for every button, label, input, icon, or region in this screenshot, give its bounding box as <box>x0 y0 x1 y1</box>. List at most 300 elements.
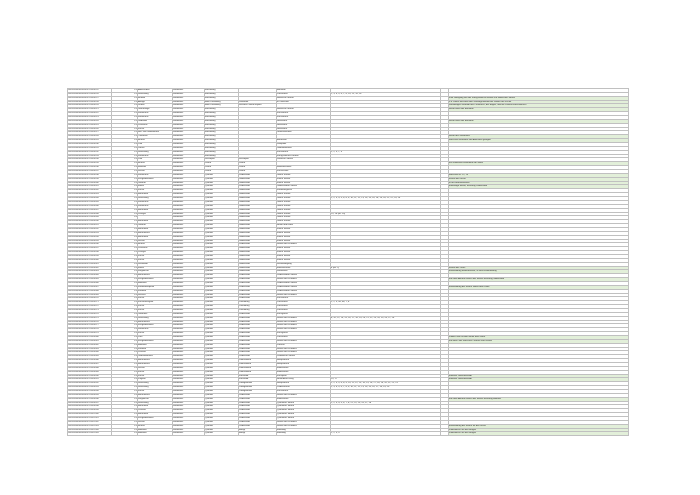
table-cell[interactable]: Querfurt <box>205 420 239 424</box>
table-cell[interactable]: Treibhaus <box>138 135 173 139</box>
table-cell[interactable]: Hauptstraße <box>277 359 331 363</box>
table-cell[interactable]: Saalekreis <box>173 363 205 367</box>
table-cell[interactable]: Leinbacher Straße <box>277 355 331 359</box>
table-cell[interactable]: 1.0 <box>112 143 138 147</box>
table-cell[interactable]: Straße des Friedens <box>277 278 331 282</box>
table-cell[interactable]: Querfurt <box>205 254 239 258</box>
table-cell[interactable]: 1.0 <box>112 100 138 104</box>
table-cell[interactable]: DNU0000000000000 DNU0964 <box>68 274 112 278</box>
table-cell[interactable]: DNU0000000000000 DNU0997 <box>68 401 112 405</box>
table-cell[interactable]: Anlage <box>138 100 173 104</box>
table-cell[interactable]: Saalekreis <box>173 336 205 340</box>
table-cell[interactable]: Bauernhof <box>138 193 173 197</box>
table-cell[interactable]: Saalekreis <box>173 135 205 139</box>
table-cell[interactable]: DNU0000000000000 DNU0992 <box>68 382 112 386</box>
table-cell[interactable]: DNU0000000000000 DNU0965 <box>68 278 112 282</box>
table-cell[interactable]: Saalekreis <box>173 386 205 390</box>
table-cell[interactable]: Saalekreis <box>173 393 205 397</box>
table-cell[interactable]: Bauernhaus <box>138 393 173 397</box>
table-cell[interactable]: 1.0 <box>112 312 138 316</box>
table-cell[interactable]: 1.0 <box>112 166 138 170</box>
table-cell[interactable]: DNU0000000000000 DNU1004 <box>68 428 112 432</box>
table-cell[interactable]: Leiderstedt <box>239 336 277 340</box>
table-cell[interactable]: Querfurt <box>205 343 239 347</box>
table-cell[interactable]: Saalekreis <box>173 420 205 424</box>
table-cell[interactable]: Saalekreis <box>173 127 205 131</box>
table-cell[interactable]: Gatterstedt <box>239 177 277 181</box>
table-cell[interactable]: Schule <box>138 239 173 243</box>
table-cell[interactable]: 1.0 <box>112 150 138 154</box>
table-cell[interactable]: 1.0 <box>112 324 138 328</box>
table-cell[interactable]: DNU0000000000000 DNU0991 <box>68 378 112 382</box>
table-cell[interactable]: Saalekreis <box>173 366 205 370</box>
table-cell[interactable]: Saalekreis <box>173 405 205 409</box>
table-cell[interactable]: Saalekreis <box>173 220 205 224</box>
table-cell[interactable]: Bauernhof <box>138 405 173 409</box>
table-cell[interactable]: Bildstock <box>138 343 173 347</box>
table-cell[interactable]: Große Straße <box>277 208 331 212</box>
table-cell[interactable]: Parkstraße <box>277 308 331 312</box>
table-cell[interactable]: Merseburg <box>205 143 239 147</box>
table-cell[interactable]: 1.0 <box>112 108 138 112</box>
table-cell[interactable]: DNU0000000000000 DNU0999 <box>68 409 112 413</box>
table-cell[interactable]: Hinter dem Hofe <box>277 224 331 228</box>
table-cell[interactable]: Querfurt <box>205 247 239 251</box>
table-cell[interactable]: DNU0000000000000 DNU0988 <box>68 366 112 370</box>
table-cell[interactable]: Querfurter Straße <box>277 405 331 409</box>
table-cell[interactable]: Leiderstedt <box>239 424 277 428</box>
table-cell[interactable]: Reste eines der Bauzone <box>449 119 629 123</box>
table-cell[interactable]: DNU0000000000000 DNU0936 <box>68 166 112 170</box>
table-cell[interactable]: Lodersleben <box>239 366 277 370</box>
table-cell[interactable]: Saalekreis <box>173 131 205 135</box>
table-cell[interactable]: 15, 16 (alt. 20) <box>331 212 441 216</box>
table-cell[interactable]: Saalekreis <box>173 112 205 116</box>
table-cell[interactable]: Saalekreis <box>173 119 205 123</box>
table-cell[interactable]: Saalekreis <box>173 158 205 162</box>
table-cell[interactable]: Kirchstraße <box>277 116 331 120</box>
table-cell[interactable]: Hauptstraße <box>277 382 331 386</box>
table-cell[interactable]: 1.0 <box>112 239 138 243</box>
table-cell[interactable]: Bad Dürrenberg <box>205 104 239 108</box>
table-cell[interactable]: Leiderstedter Straße <box>277 289 331 293</box>
table-cell[interactable]: Lodersleben <box>239 363 277 367</box>
table-cell[interactable]: Querfurt <box>205 359 239 363</box>
table-cell[interactable]: Farnstädt <box>239 378 277 382</box>
table-cell[interactable]: Saalekreis <box>173 432 205 436</box>
table-cell[interactable]: ehemalige Mühle, Richtung Leiderstedt <box>449 185 629 189</box>
table-cell[interactable]: Bauernhaus <box>138 274 173 278</box>
table-cell[interactable]: Saalekreis <box>173 351 205 355</box>
table-cell[interactable]: Kleine Straße <box>277 177 331 181</box>
table-cell[interactable]: Bauernhof <box>138 235 173 239</box>
table-cell[interactable]: Pfarrhof <box>138 409 173 413</box>
table-cell[interactable]: Gatterstedt <box>239 200 277 204</box>
table-cell[interactable]: 1, 2, 3, 5, 6, 8, 9, 10, 11, 12, 13, 14, 15, 16, 17, 18, 19, 20, 21, 22, 23 <box>331 382 441 386</box>
table-cell[interactable]: Gatterstedt <box>239 227 277 231</box>
table-cell[interactable]: Kirche <box>138 305 173 309</box>
table-cell[interactable] <box>441 432 449 436</box>
table-cell[interactable]: u.a. Reihe zwischen den Gärtengrundstücken südlich der Kirche <box>449 100 629 104</box>
table-cell[interactable]: Kirchenzeughof <box>138 301 173 305</box>
table-cell[interactable]: Saalekreis <box>173 100 205 104</box>
table-cell[interactable]: zum Übergang von der König-Heinrich-Straße zur Hallischen Straße <box>449 96 629 100</box>
table-cell[interactable]: zwischen Neumarkt und Altenstein gelegen <box>449 139 629 143</box>
table-cell[interactable]: Bauernhaus <box>138 359 173 363</box>
table-cell[interactable]: Vitzenburg <box>239 301 277 305</box>
table-cell[interactable]: Pfarrhof <box>138 351 173 355</box>
table-cell[interactable]: Leiderstedt <box>239 281 277 285</box>
table-cell[interactable]: Brücke <box>138 424 173 428</box>
table-cell[interactable]: Wohnhaus <box>138 116 173 120</box>
table-cell[interactable]: Saalekreis <box>173 359 205 363</box>
table-cell[interactable]: 1.0 <box>112 193 138 197</box>
table-cell[interactable]: südlich vom Schloß Hinter dem Dorfe <box>449 336 629 340</box>
table-cell[interactable]: Bildstock <box>138 281 173 285</box>
table-cell[interactable]: Leiderstedt <box>239 393 277 397</box>
table-cell[interactable]: Leiderstedt <box>239 420 277 424</box>
table-cell[interactable]: Straße des Friedens <box>277 328 331 332</box>
table-cell[interactable]: Unterhofstraße <box>277 131 331 135</box>
table-cell[interactable]: 1.0 <box>112 243 138 247</box>
table-cell[interactable]: Schkopau <box>239 158 277 162</box>
table-cell[interactable]: Gatterstedt <box>239 193 277 197</box>
table-cell[interactable]: Ebenstein <box>277 139 331 143</box>
table-cell[interactable]: Querfurt <box>205 386 239 390</box>
table-cell[interactable]: Albersleben <box>138 89 173 93</box>
table-cell[interactable]: Querfurter Straße <box>277 401 331 405</box>
table-cell[interactable]: Kirchschule <box>277 170 331 174</box>
table-cell[interactable]: DNU0000000000000 DNU0931 <box>68 146 112 150</box>
table-cell[interactable]: DNU0000000000000 DNU0953 <box>68 231 112 235</box>
table-cell[interactable]: Kirchplatz <box>277 374 331 378</box>
table-cell[interactable]: 1.0 <box>112 347 138 351</box>
table-cell[interactable]: Kleine Straße <box>277 258 331 262</box>
table-cell[interactable]: 1.0 <box>112 316 138 320</box>
table-cell[interactable]: Querfurt <box>205 378 239 382</box>
table-cell[interactable]: 1.0 <box>112 432 138 436</box>
table-cell[interactable]: DNU0000000000000 DNU0973 <box>68 308 112 312</box>
table-cell[interactable]: 1, 3, 4, 5, 6, 7, 8, 9, 10, 11, 12, 13, 14, 15, 16, 17, 18, 19, 20 <box>331 386 441 390</box>
table-cell[interactable]: DNU0000000000000 DNU0994 <box>68 390 112 394</box>
table-cell[interactable]: Leuna <box>239 162 277 166</box>
table-cell[interactable]: Querfurt <box>205 390 239 394</box>
table-cell[interactable]: Merseburg <box>205 119 239 123</box>
table-cell[interactable]: Gatterstedt <box>239 181 277 185</box>
table-cell[interactable]: Querfurt <box>205 305 239 309</box>
table-cell[interactable]: Merseburg <box>205 123 239 127</box>
table-cell[interactable]: ein verdeckter Einlaufauf am Saale <box>449 162 629 166</box>
table-cell[interactable]: Hinterdorfer Weg <box>277 378 331 382</box>
table-cell[interactable]: Lodersleben <box>239 359 277 363</box>
table-cell[interactable]: 1.0 <box>112 185 138 189</box>
table-cell[interactable]: Friedhofskapelle <box>138 285 173 289</box>
table-cell[interactable]: DNU0000000000000 DNU0989 <box>68 370 112 374</box>
table-cell[interactable]: Bildstock <box>138 432 173 436</box>
table-cell[interactable]: DNU0000000000000 DNU1001 <box>68 417 112 421</box>
table-cell[interactable]: DNU0000000000000 DNU0933 <box>68 154 112 158</box>
table-cell[interactable]: DNU0000000000000 DNU0968 <box>68 289 112 293</box>
table-cell[interactable]: Querfurt <box>205 382 239 386</box>
table-cell[interactable]: 1.0 <box>112 208 138 212</box>
table-cell[interactable]: Straße des Friedens <box>277 316 331 320</box>
table-cell[interactable]: DNU0000000000000 DNU0977 <box>68 324 112 328</box>
table-cell[interactable]: Gatterstedt <box>239 251 277 255</box>
table-cell[interactable]: DNU0000000000000 DNU0955 <box>68 239 112 243</box>
table-cell[interactable]: 1.0 <box>112 378 138 382</box>
table-cell[interactable]: Straße des Friedens <box>277 347 331 351</box>
table-cell[interactable]: 1, 2, 3, 4, 5, 6, 8, 9, 10, 11, 12, 13, 14, 15, 16, 18, 19, 20, 21, 22, 23, 24 <box>331 197 441 201</box>
table-cell[interactable]: Querfurt <box>205 316 239 320</box>
table-cell[interactable]: 1.0 <box>112 297 138 301</box>
table-cell[interactable]: Saalekreis <box>173 328 205 332</box>
table-cell[interactable]: Leuna <box>205 170 239 174</box>
table-cell[interactable]: Straße des Friedens <box>277 393 331 397</box>
table-cell[interactable]: Bauernhof <box>138 208 173 212</box>
table-cell[interactable]: 1.0 <box>112 363 138 367</box>
table-cell[interactable]: 1.0 <box>112 409 138 413</box>
table-cell[interactable]: Saalekreis <box>173 208 205 212</box>
table-cell[interactable]: 1.0 <box>112 355 138 359</box>
table-cell[interactable]: 1.0 <box>112 305 138 309</box>
table-cell[interactable]: Saalekreis <box>173 239 205 243</box>
table-cell[interactable]: Bründe <box>138 96 173 100</box>
table-cell[interactable]: Saalekreis <box>173 374 205 378</box>
table-cell[interactable]: Querfurt <box>205 270 239 274</box>
table-cell[interactable]: Querfurter Straße <box>277 409 331 413</box>
table-cell[interactable]: Saalekreis <box>173 254 205 258</box>
table-cell[interactable]: Querfurt <box>205 409 239 413</box>
table-cell[interactable]: Schule <box>138 366 173 370</box>
table-cell[interactable]: Leiderstedt <box>239 324 277 328</box>
table-cell[interactable]: 1.0 <box>112 227 138 231</box>
table-cell[interactable]: 1.0 <box>112 285 138 289</box>
table-cell[interactable]: DNU0000000000000 DNU0922 <box>68 112 112 116</box>
table-cell[interactable]: Querfurt <box>205 278 239 282</box>
table-cell[interactable]: Querfurt <box>205 197 239 201</box>
table-cell[interactable]: DNU0000000000000 DNU0972 <box>68 305 112 309</box>
table-cell[interactable]: Querfurt <box>205 177 239 181</box>
table-cell[interactable]: Leiderstedt <box>239 289 277 293</box>
table-cell[interactable]: 1.0 <box>112 146 138 150</box>
table-cell[interactable]: Hallesche Straße <box>277 96 331 100</box>
table-cell[interactable]: Mittelstraße <box>277 370 331 374</box>
table-cell[interactable]: Saalekreis <box>173 123 205 127</box>
table-cell[interactable]: Einmündung der Straße Hinter dem Dorfe <box>449 285 629 289</box>
table-cell[interactable]: Große Straße <box>277 216 331 220</box>
table-cell[interactable]: Querfurt <box>205 428 239 432</box>
table-cell[interactable]: Kirche <box>138 390 173 394</box>
table-cell[interactable]: Saalekreis <box>173 170 205 174</box>
table-cell[interactable]: Kleine Straße <box>277 235 331 239</box>
table-cell[interactable]: 1.0 <box>112 154 138 158</box>
table-cell[interactable]: Gatterstedt <box>239 270 277 274</box>
table-cell[interactable]: Leuna <box>205 166 239 170</box>
table-cell[interactable]: Querfurt <box>205 224 239 228</box>
table-cell[interactable]: 1.0 <box>112 247 138 251</box>
table-cell[interactable]: 1, 2, 3, 7, 9 <box>331 150 441 154</box>
table-cell[interactable]: 1.0 <box>112 370 138 374</box>
table-cell[interactable]: Schkorz Lützen Bayern <box>239 104 277 108</box>
table-cell[interactable]: Mühlenstraße <box>277 266 331 270</box>
table-cell[interactable]: Saalekreis <box>173 262 205 266</box>
table-cell[interactable]: Bad Dürrenberg <box>205 100 239 104</box>
table-cell[interactable]: Wegweiser <box>138 397 173 401</box>
table-cell[interactable]: Gatterstedt <box>239 254 277 258</box>
table-cell[interactable]: Drübel <box>138 104 173 108</box>
table-cell[interactable]: Saalekreis <box>173 247 205 251</box>
table-cell[interactable]: Bauernhaus <box>138 320 173 324</box>
table-cell[interactable]: Saalekreis <box>173 189 205 193</box>
table-cell[interactable]: Schmiedegang <box>277 262 331 266</box>
table-cell[interactable]: 1.0 <box>112 181 138 185</box>
table-cell[interactable]: Friedhof <box>138 289 173 293</box>
table-cell[interactable]: Kleine Straße <box>277 254 331 258</box>
table-cell[interactable]: 1.0 <box>112 162 138 166</box>
table-cell[interactable]: Querfurt <box>205 216 239 220</box>
table-cell[interactable]: 1.0 <box>112 254 138 258</box>
table-cell[interactable]: Schmiede <box>138 262 173 266</box>
table-cell[interactable]: DNU0000000000000 DNU0993 <box>68 386 112 390</box>
table-cell[interactable]: 1.0 <box>112 343 138 347</box>
table-cell[interactable]: DNU0000000000000 DNU0947 <box>68 208 112 212</box>
table-cell[interactable]: 1.0 <box>112 189 138 193</box>
table-cell[interactable]: 1.0 <box>112 281 138 285</box>
table-cell[interactable]: Leiderstedt <box>239 173 277 177</box>
table-cell[interactable]: 1.0 <box>112 173 138 177</box>
table-cell[interactable]: DNU0000000000000 DNU0974 <box>68 312 112 316</box>
table-cell[interactable]: Domplatz <box>277 143 331 147</box>
table-cell[interactable]: Große Straße <box>277 193 331 197</box>
table-cell[interactable]: Kirchstraße <box>277 297 331 301</box>
table-cell[interactable]: DNU0000000000000 DNU0986 <box>68 359 112 363</box>
table-cell[interactable]: Querfurt <box>205 227 239 231</box>
table-cell[interactable]: Leiderstedt <box>239 417 277 421</box>
table-cell[interactable]: 1.0 <box>112 220 138 224</box>
table-cell[interactable]: Parkstraße <box>277 92 331 96</box>
table-cell[interactable]: Leiderstedt <box>239 413 277 417</box>
table-cell[interactable]: Querfurt <box>205 293 239 297</box>
table-cell[interactable]: Leuna <box>239 166 277 170</box>
table-cell[interactable]: Mittelstraße <box>277 366 331 370</box>
table-cell[interactable]: Gasthof <box>138 181 173 185</box>
table-cell[interactable]: Brücke <box>138 162 173 166</box>
table-cell[interactable]: Saalekreis <box>173 216 205 220</box>
table-cell[interactable]: Kirchstraße <box>277 150 331 154</box>
table-cell[interactable]: Saalekreis <box>173 285 205 289</box>
table-cell[interactable]: Große Straße <box>277 220 331 224</box>
table-cell[interactable]: DNU0000000000000 DNU1005 <box>68 432 112 436</box>
table-cell[interactable]: DNU0000000000000 DNU0981 <box>68 339 112 343</box>
table-cell[interactable]: 1.0 <box>112 420 138 424</box>
table-cell[interactable]: Kirchstraße <box>277 390 331 394</box>
table-cell[interactable]: Merseburg <box>205 135 239 139</box>
table-cell[interactable]: Bauernhaus <box>138 231 173 235</box>
table-cell[interactable]: Querfurt <box>205 173 239 177</box>
table-cell[interactable]: Saalekreis <box>173 92 205 96</box>
table-cell[interactable]: Saalekreis <box>173 251 205 255</box>
table-cell[interactable]: Saalekreis <box>173 293 205 297</box>
table-cell[interactable]: Saalekreis <box>173 197 205 201</box>
table-cell[interactable]: DNU0000000000000 DNU0961 <box>68 262 112 266</box>
table-cell[interactable]: Querfurt <box>205 405 239 409</box>
table-cell[interactable]: Leiderstedt <box>239 409 277 413</box>
table-cell[interactable]: 1.0 <box>112 258 138 262</box>
table-cell[interactable]: Gatterstedt <box>239 212 277 216</box>
table-cell[interactable]: Querfurter Straße <box>277 417 331 421</box>
table-cell[interactable]: Gatterstedt <box>239 247 277 251</box>
table-cell[interactable]: Saalekreis <box>173 281 205 285</box>
table-cell[interactable]: 1.0 <box>112 351 138 355</box>
table-cell[interactable]: 1.0 <box>112 328 138 332</box>
table-cell[interactable]: DNU0000000000000 DNU0925 <box>68 123 112 127</box>
table-cell[interactable]: 1.0 <box>112 301 138 305</box>
table-cell[interactable]: Kleine Straße <box>277 251 331 255</box>
table-cell[interactable]: 1.0 <box>112 131 138 135</box>
table-cell[interactable]: Saalekreis <box>173 243 205 247</box>
table-cell[interactable]: Saalekreis <box>173 316 205 320</box>
table-cell[interactable]: 1, 2, 3, 5a, 6a, 7, 8 <box>331 301 441 305</box>
table-cell[interactable]: 1, 3, 4, 5, 6, 7, 8, 10, 12, 14, 16 <box>331 92 441 96</box>
table-cell[interactable]: Saalekreis <box>173 409 205 413</box>
table-cell[interactable]: Saalekreis <box>173 390 205 394</box>
table-cell[interactable]: Gatterstedt <box>239 262 277 266</box>
table-cell[interactable]: Saalekreis <box>173 278 205 282</box>
table-cell[interactable]: Villa <box>138 143 173 147</box>
table-cell[interactable]: Einmündung Mühlenstraße, in einer Einmündung <box>449 270 629 274</box>
table-cell[interactable]: Merseburg <box>205 150 239 154</box>
table-cell[interactable]: Saalekreis <box>173 104 205 108</box>
table-cell[interactable]: Saalekreis <box>173 424 205 428</box>
table-cell[interactable]: Querfurt <box>205 285 239 289</box>
table-cell[interactable]: 1.0 <box>112 386 138 390</box>
table-cell[interactable]: Gatterstedt <box>239 216 277 220</box>
table-cell[interactable]: Reste eines der Bauzone <box>449 108 629 112</box>
table-cell[interactable]: Straße des Friedens <box>277 339 331 343</box>
table-cell[interactable]: 1.0 <box>112 262 138 266</box>
table-cell[interactable]: Querfurt <box>205 181 239 185</box>
table-cell[interactable]: Kriegerdenkmal <box>138 339 173 343</box>
table-cell[interactable]: 1.0 <box>112 359 138 363</box>
table-cell[interactable]: Gasthaus <box>138 312 173 316</box>
table-cell[interactable]: 1.0 <box>112 123 138 127</box>
table-cell[interactable]: Saalekreis <box>173 193 205 197</box>
table-cell[interactable]: Saalekreis <box>173 270 205 274</box>
table-cell[interactable]: Saalekreis <box>173 96 205 100</box>
table-cell[interactable]: DNU0000000000000 DNU0949 <box>68 216 112 220</box>
table-cell[interactable]: Vitzenburg <box>239 308 277 312</box>
table-cell[interactable]: Leiderstedt <box>239 397 277 401</box>
table-cell[interactable]: Gatterstedt <box>239 258 277 262</box>
table-cell[interactable]: Merseburg <box>205 131 239 135</box>
table-cell[interactable]: Saalstraße <box>277 270 331 274</box>
table-cell[interactable]: Kriegerdenkmal <box>138 278 173 282</box>
table-cell[interactable]: König-Heinrich-Straße <box>277 154 331 158</box>
table-cell[interactable]: Straße des Friedens <box>277 324 331 328</box>
table-cell[interactable]: Hallesche Straße <box>277 108 331 112</box>
table-cell[interactable]: Große Straße <box>277 200 331 204</box>
table-cell[interactable]: In der Bahnhofstraße <box>449 181 629 185</box>
table-cell[interactable]: Leiderstedt <box>239 351 277 355</box>
table-cell[interactable]: DNU0000000000000 DNU0969 <box>68 293 112 297</box>
table-cell[interactable]: Kirchgasse <box>277 312 331 316</box>
table-cell[interactable]: Lodersleben <box>239 370 277 374</box>
table-cell[interactable]: DNU0000000000000 DNU0995 <box>68 393 112 397</box>
table-cell[interactable]: DNU0000000000000 DNU1002 <box>68 420 112 424</box>
table-cell[interactable]: 8 (alt. 2) <box>331 266 441 270</box>
table-cell[interactable]: Parkstraße <box>277 301 331 305</box>
table-cell[interactable]: Saalekreis <box>173 339 205 343</box>
